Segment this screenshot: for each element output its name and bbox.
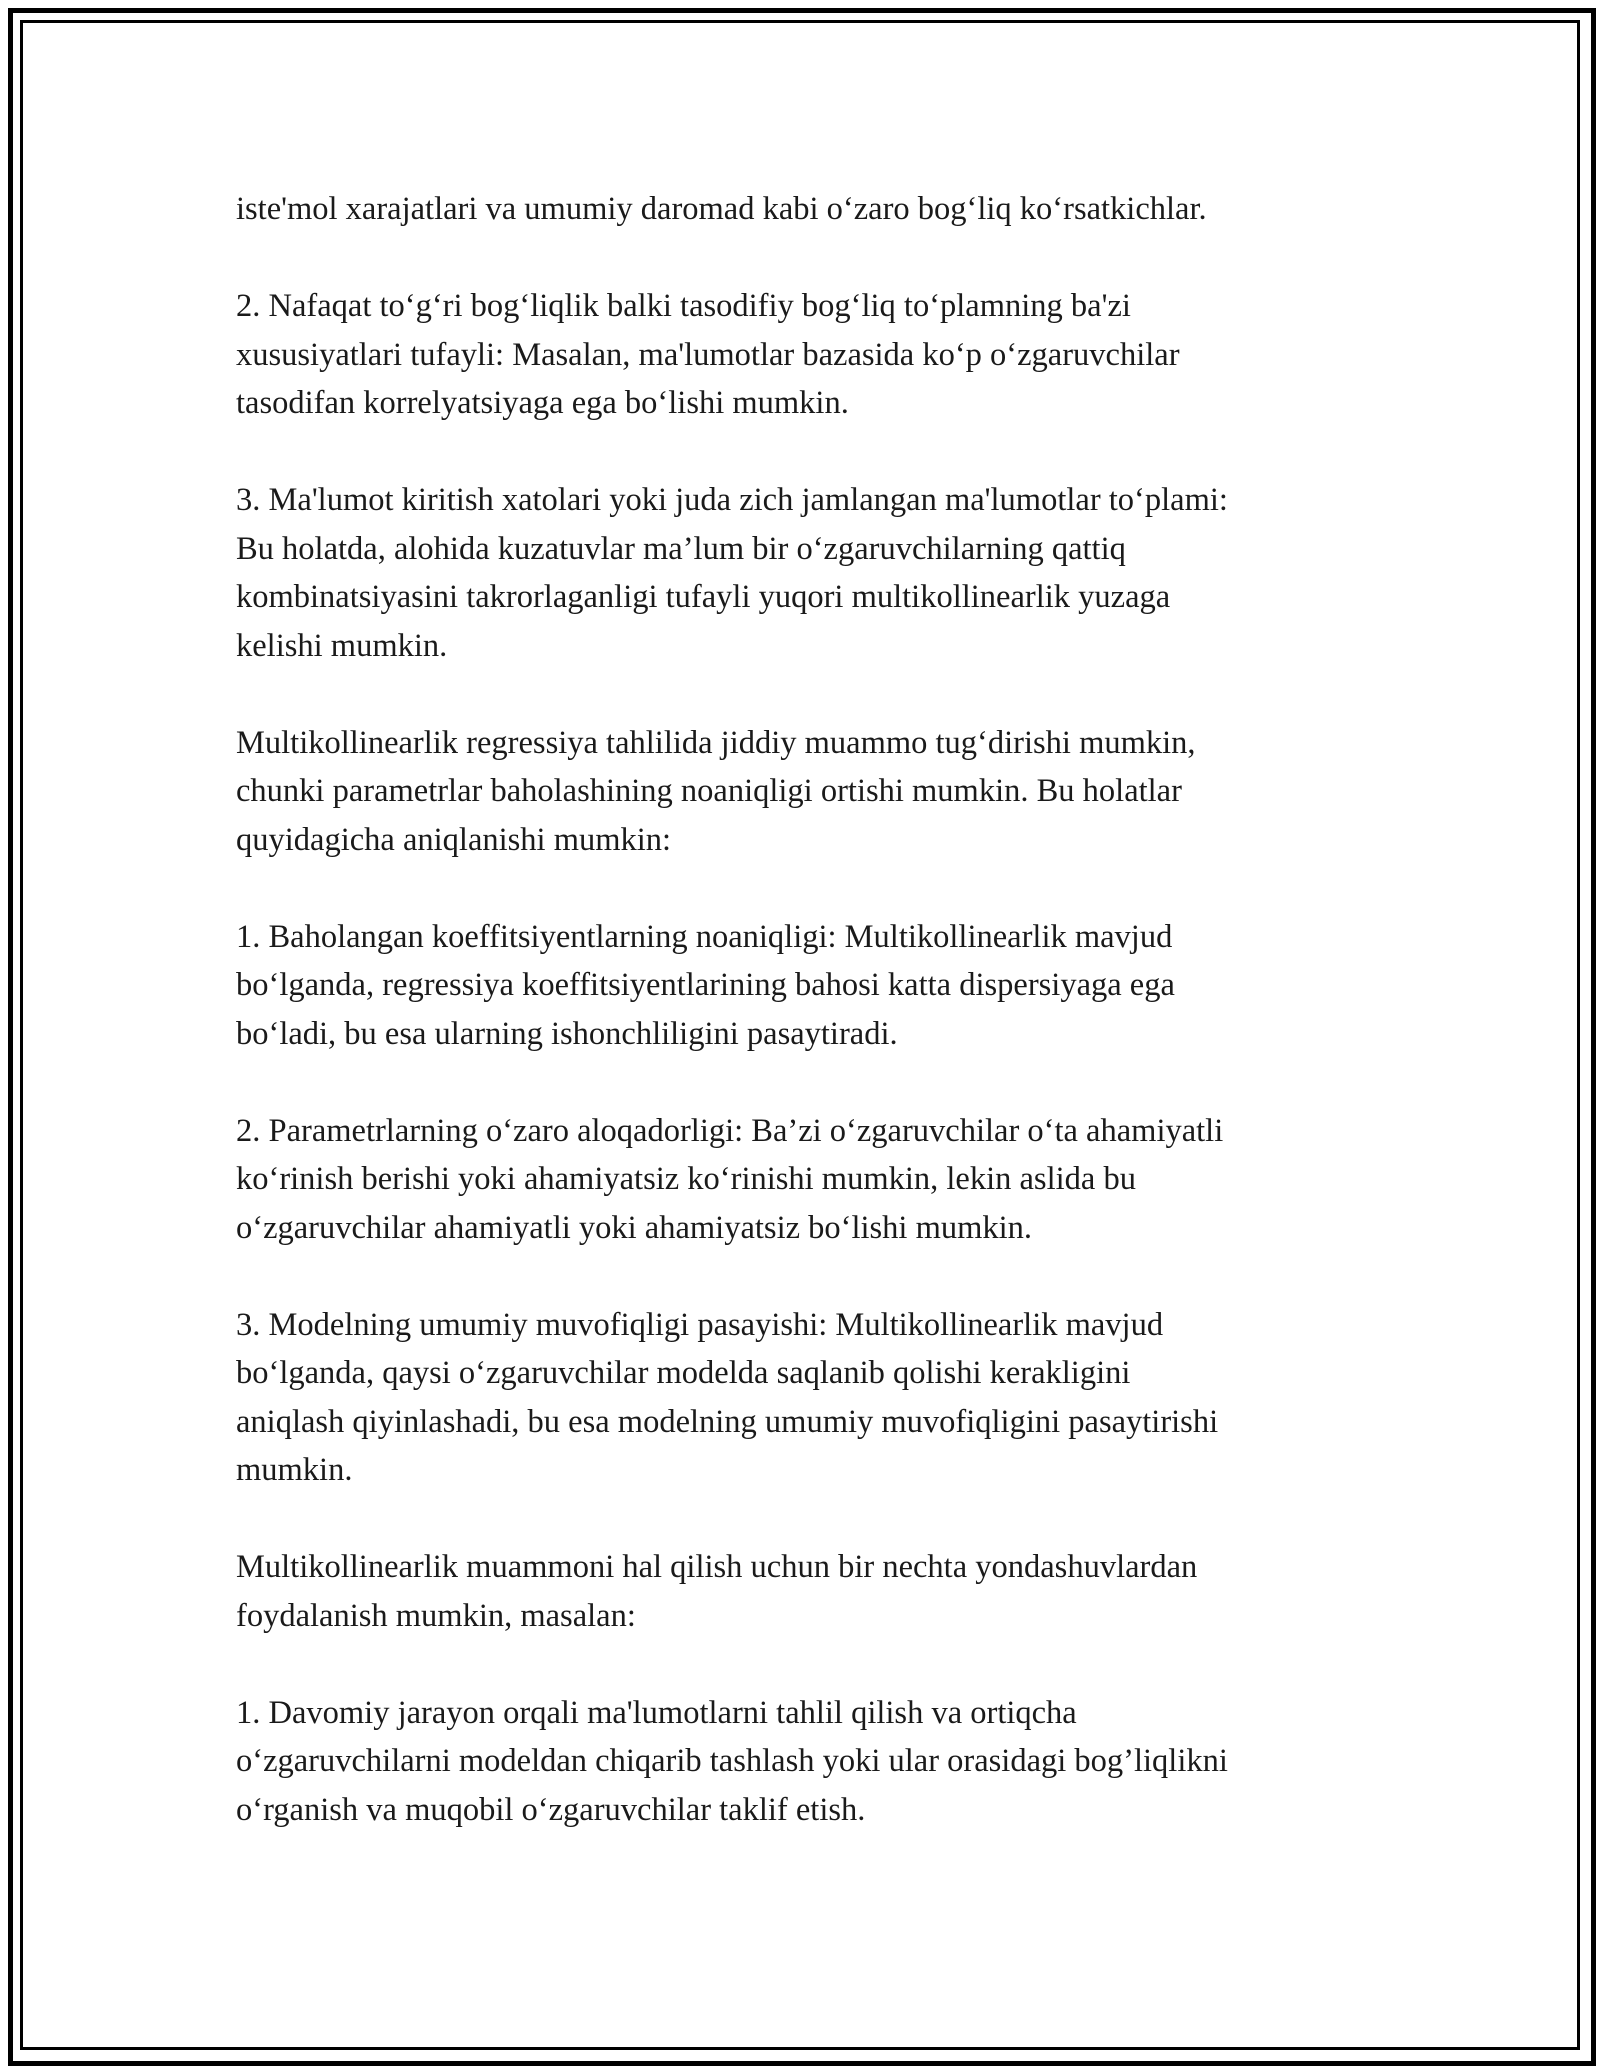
paragraph-cause-2: 2. Nafaqat to‘g‘ri bog‘liqlik balki tasodifiy bog‘liq to‘plamning ba'zi xususiyatlari tufayli: Masalan, ma'lumotlar bazasida ko‘p o‘zgaruvchilar tasodifan korrelyatsiyaga ega bo‘lishi mumkin. — [236, 288, 1180, 421]
paragraph-problem-1: 1. Baholangan koeffitsiyentlarning noaniqligi: Multikollinearlik mavjud bo‘lganda, regressiya koeffitsiyentlarining bahosi katta dispersiyaga ega bo‘ladi, bu esa ularning ishonchliligini pasaytiradi. — [236, 918, 1175, 1052]
paragraph-problem-2: 2. Parametrlarning o‘zaro aloqadorligi: Ba’zi o‘zgaruvchilar o‘ta ahamiyatli ko‘rinish berishi yoki ahamiyatsiz ko‘rinishi mumkin, lekin aslida bu o‘zgaruvchilar ahamiyatli yoki ahamiyatsiz bo‘lishi mumkin. — [236, 1112, 1224, 1246]
paragraph-problem-intro: Multikollinearlik regressiya tahlilida jiddiy muammo tug‘dirishi mumkin, chunki parametrlar baholashining noaniqligi ortishi mumkin. Bu holatlar quyidagicha aniqlanishi mumkin: — [236, 724, 1196, 858]
document-body — [236, 185, 1376, 1834]
paragraph-solution-intro: Multikollinearlik muammoni hal qilish uchun bir nechta yondashuvlardan foydalanish mumkin, masalan: — [236, 1549, 1198, 1634]
paragraph-problem-3: 3. Modelning umumiy muvofiqligi pasayishi: Multikollinearlik mavjud bo‘lganda, qaysi o‘zgaruvchilar modelda saqlanib qolishi kerakligini aniqlash qiyinlashadi, bu esa modelning umumiy muvofiqligini pasaytirishi mumkin. — [236, 1306, 1219, 1488]
paragraph-cause-3: 3. Ma'lumot kiritish xatolari yoki juda zich jamlangan ma'lumotlar to‘plami: Bu holatda, alohida kuzatuvlar ma’lum bir o‘zgaruvchilarning qattiq kombinatsiyasini takrorlaganligi tufayli yuqori multikollinearlik yuzaga kelishi mumkin. — [236, 482, 1228, 664]
paragraph-continuation: iste'mol xarajatlari va umumiy daromad kabi o‘zaro bog‘liq ko‘rsatkichlar. — [236, 191, 1207, 227]
paragraph-solution-1: 1. Davomiy jarayon orqali ma'lumotlarni tahlil qilish va ortiqcha o‘zgaruvchilarni modeldan chiqarib tashlash yoki ular orasidagi bog’liqlikni o‘rganish va muqobil o‘zgaruvchilar taklif etish. — [236, 1694, 1228, 1828]
